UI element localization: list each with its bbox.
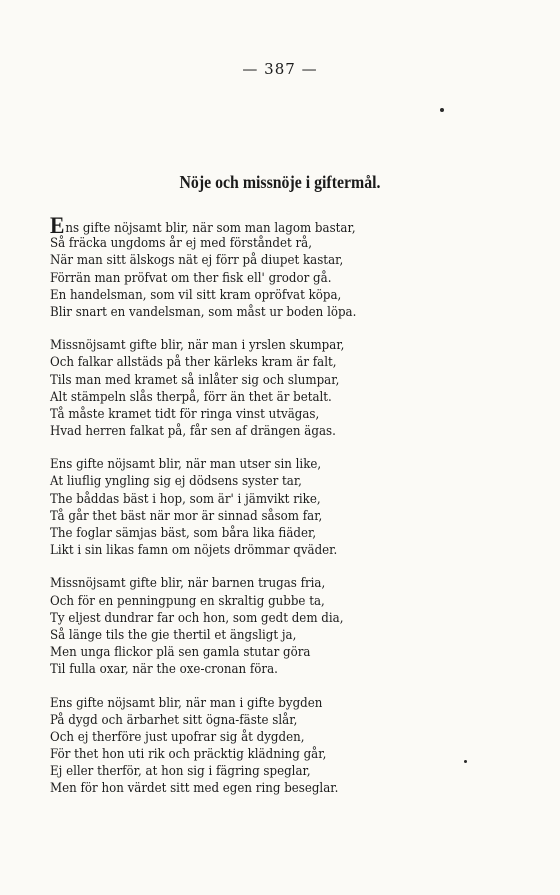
poem-line: Så länge tils the gie thertil et ängsligt ja, bbox=[50, 626, 297, 642]
poem-line: Och ej therföre just upofrar sig åt dygden, bbox=[50, 728, 305, 744]
poem-line-text: ns gifte nöjsamt blir, när som man lagom bastar, bbox=[65, 220, 356, 235]
poem-line: Ens gifte nöjsamt blir, när man i gifte bygden bbox=[50, 694, 323, 710]
poem-line: På dygd och ärbarhet sitt ögna-fäste slår, bbox=[50, 711, 298, 727]
poem-line: Och för en penningpung en skraltig gubbe ta, bbox=[50, 592, 325, 608]
stanza-5 bbox=[50, 694, 410, 797]
poem-line: The foglar sämjas bäst, som båra lika fiäder, bbox=[50, 525, 317, 540]
poem-line: Ty eljest dundrar far och hon, som gedt dem dia, bbox=[50, 609, 344, 625]
poem-line: Likt i sin likas famn om nöjets drömmar qväder. bbox=[50, 542, 338, 558]
poem-line: Missnöjsamt gifte blir, när barnen trugas fria, bbox=[50, 575, 326, 591]
poem-line: Alt stämpeln slås therpå, förr än thet är betalt. bbox=[50, 388, 332, 404]
poem-line: Hvad herren falkat på, får sen af drängen ägas. bbox=[50, 423, 336, 439]
page-number: — 387 — bbox=[242, 60, 318, 78]
poem-line: För thet hon uti rik och präcktig klädning går, bbox=[50, 746, 327, 762]
poem-line: Tå går thet bäst när mor är sinnad såsom far, bbox=[50, 507, 323, 523]
poem-line: Tå måste kramet tidt för ringa vinst utvägas, bbox=[50, 405, 320, 421]
poem-line: Så fräcka ungdoms år ej med förståndet rå, bbox=[50, 235, 313, 251]
stanza-4 bbox=[50, 574, 410, 677]
poem-line: Men unga flickor plä sen gamla stutar göra bbox=[50, 644, 311, 660]
drop-cap-initial: E bbox=[50, 213, 65, 238]
poem-line: Förrän man pröfvat om ther fisk ell' grodor gå. bbox=[50, 269, 332, 285]
poem-line: Til fulla oxar, när the oxe-cronan föra. bbox=[50, 661, 278, 677]
poem-line: En handelsman, som vil sitt kram opröfvat köpa, bbox=[50, 286, 342, 302]
poem-line: Ens gifte nöjsamt blir, när man utser sin like, bbox=[50, 456, 322, 472]
poem-line: At liuflig yngling sig ej dödsens syster tar, bbox=[50, 473, 302, 489]
stanza-1 bbox=[50, 213, 410, 320]
stanza-2 bbox=[50, 336, 410, 439]
poem-line: Missnöjsamt gifte blir, när man i yrslen skumpar, bbox=[50, 337, 345, 353]
poem-body bbox=[50, 213, 410, 813]
poem-line: Tils man med kramet så inlåter sig och slumpar, bbox=[50, 371, 340, 387]
poem-line: Blir snart en vandelsman, som måst ur boden löpa. bbox=[50, 303, 357, 319]
poem-line: Och falkar allstäds på ther kärleks kram är falt, bbox=[50, 354, 337, 370]
poem-line: Men för hon värdet sitt med egen ring beseglar. bbox=[50, 780, 339, 796]
poem-line: The båddas bäst i hop, som är' i jämvikt rike, bbox=[50, 490, 321, 506]
stanza-3 bbox=[50, 455, 410, 558]
poem-title: Nöje och missnöje i giftermål. bbox=[179, 172, 381, 192]
poem-line bbox=[50, 213, 388, 238]
poem-line: När man sitt älskogs nät ej förr på diupet kastar, bbox=[50, 252, 344, 268]
ink-speck-mark bbox=[440, 108, 444, 112]
ink-speck-mark bbox=[464, 760, 467, 763]
poem-line: Ej eller therför, at hon sig i fägring speglar, bbox=[50, 763, 311, 779]
